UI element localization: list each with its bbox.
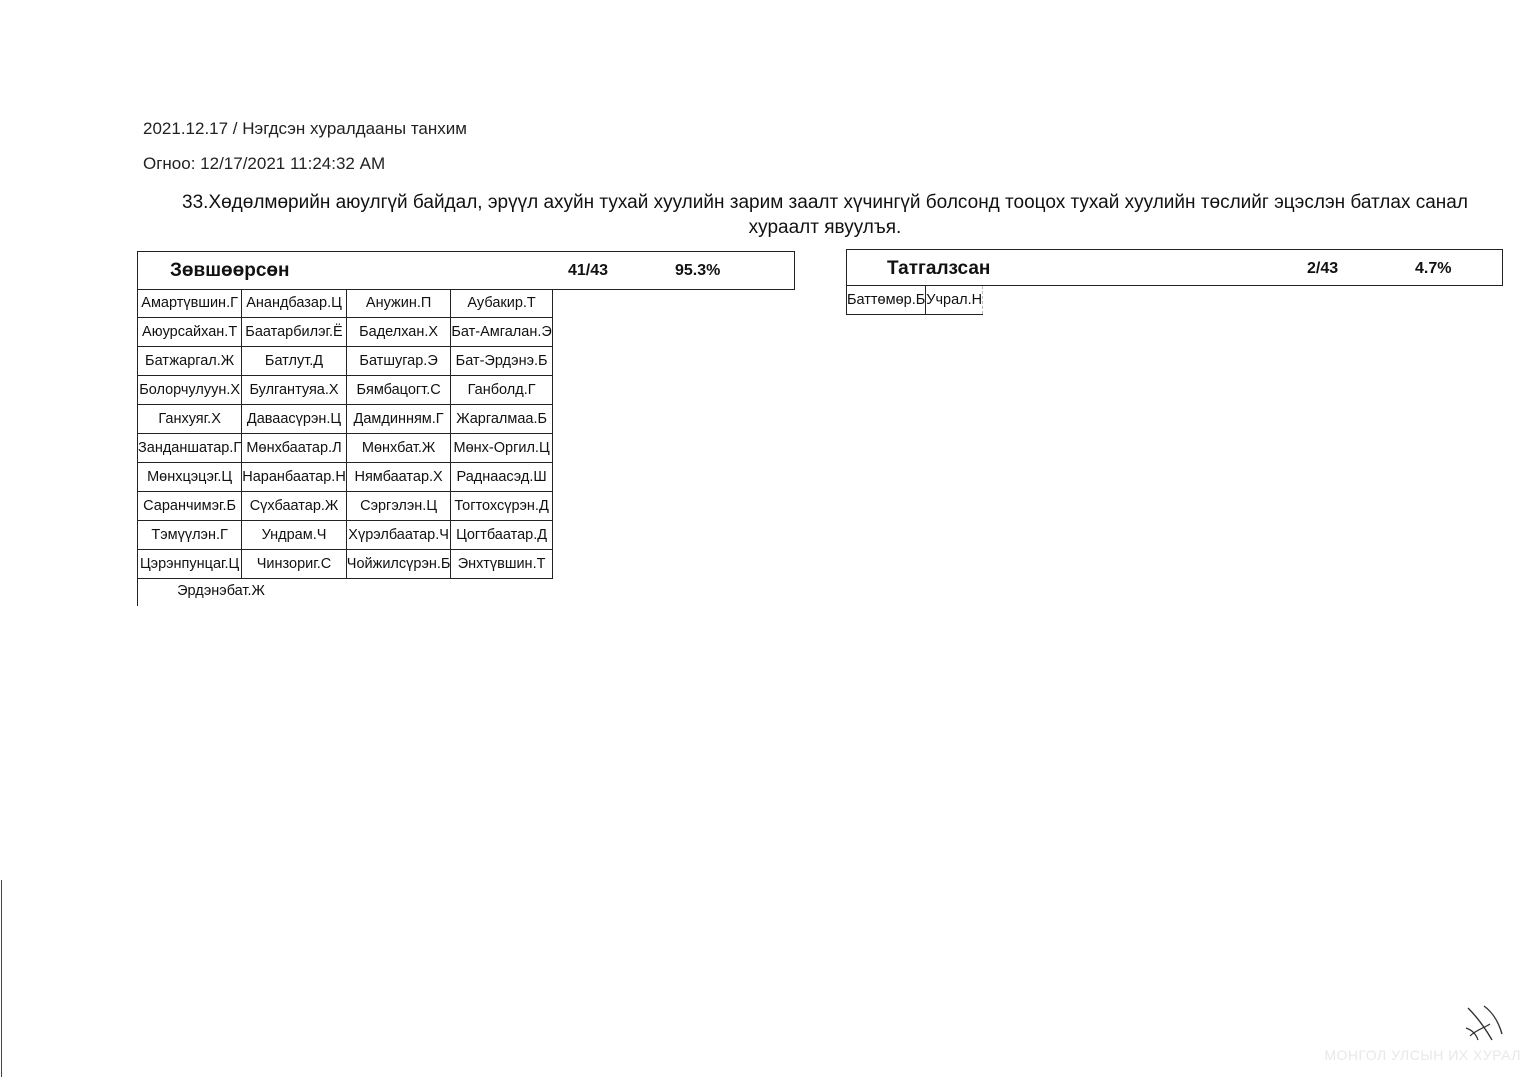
approved-name: Цогтбаатар.Д — [451, 521, 552, 550]
scan-edge-line — [1, 880, 2, 1077]
rejected-count: 2/43 — [1307, 260, 1339, 277]
approved-count: 41/43 — [568, 262, 609, 279]
approved-title: Зөвшөөрсөн — [170, 260, 290, 281]
approved-name: Анандбазар.Ц — [242, 289, 347, 318]
approved-name: Батжаргал.Ж — [138, 347, 242, 376]
approved-name: Наранбаатар.Н — [242, 463, 347, 492]
approved-name: Жаргалмаа.Б — [451, 405, 552, 434]
table-row — [138, 289, 553, 318]
approved-name: Мөнхцэцэг.Ц — [138, 463, 242, 492]
approved-name: Амартүвшин.Г — [138, 289, 242, 318]
approved-name: Ундрам.Ч — [242, 521, 347, 550]
approved-name: Баатарбилэг.Ё — [242, 318, 347, 347]
approved-name: Тогтохсүрэн.Д — [451, 492, 552, 521]
table-row — [138, 463, 553, 492]
approved-name: Мөнхбаатар.Л — [242, 434, 347, 463]
approved-name: Раднаасэд.Ш — [451, 463, 552, 492]
approved-name: Ганхуяг.Х — [138, 405, 242, 434]
table-row — [847, 286, 983, 315]
approved-name: Сүхбаатар.Ж — [242, 492, 347, 521]
handwritten-mark — [1462, 1000, 1506, 1046]
approved-name: Хүрэлбаатар.Ч — [346, 521, 451, 550]
approved-name: Бямбацогт.С — [346, 376, 451, 405]
approved-name: Аубакир.Т — [451, 289, 552, 318]
approved-name: Аюурсайхан.Т — [138, 318, 242, 347]
table-row — [138, 347, 553, 376]
rejected-title: Татгалзсан — [887, 258, 991, 279]
table-row — [138, 318, 553, 347]
approved-name: Даваасүрэн.Ц — [242, 405, 347, 434]
watermark-footer: МОНГОЛ УЛСЫН ИХ ХУРАЛ — [1324, 1047, 1521, 1063]
approved-names-table — [137, 289, 553, 579]
approved-name: Батшугар.Э — [346, 347, 451, 376]
rejected-name: Учрал.Н — [926, 286, 983, 315]
vote-datetime: Огноо: 12/17/2021 11:24:32 AM — [143, 154, 386, 173]
approved-name: Мөнх-Оргил.Ц — [451, 434, 552, 463]
approved-name: Болорчулуун.Х — [138, 376, 242, 405]
table-row — [138, 550, 553, 579]
rejected-name: Баттөмөр.Б — [847, 286, 926, 315]
approved-name: Бат-Амгалан.Э — [451, 318, 552, 347]
approved-name: Бат-Эрдэнэ.Б — [451, 347, 552, 376]
approved-name: Чинзориг.С — [242, 550, 347, 579]
approved-name: Тэмүүлэн.Г — [138, 521, 242, 550]
table-row — [138, 492, 553, 521]
approved-name: Мөнхбат.Ж — [346, 434, 451, 463]
approved-name: Саранчимэг.Б — [138, 492, 242, 521]
approved-name: Дамдинням.Г — [346, 405, 451, 434]
session-title: 2021.12.17 / Нэгдсэн хуралдааны танхим — [143, 119, 467, 138]
table-row — [138, 434, 553, 463]
rejected-percent: 4.7% — [1415, 260, 1452, 277]
approved-name: Энхтүвшин.Т — [451, 550, 552, 579]
rejected-header — [846, 249, 1503, 286]
approved-name: Баделхан.Х — [346, 318, 451, 347]
table-row — [138, 376, 553, 405]
approved-name: Анужин.П — [346, 289, 451, 318]
approved-name: Цэрэнпунцаг.Ц — [138, 550, 242, 579]
approved-name: Нямбаатар.Х — [346, 463, 451, 492]
approved-name: Булгантуяа.Х — [242, 376, 347, 405]
rejected-names-table — [846, 286, 983, 315]
approved-percent: 95.3% — [675, 262, 721, 279]
approved-name: Батлут.Д — [242, 347, 347, 376]
approved-last-name: Эрдэнэбат.Ж — [137, 576, 304, 606]
table-row — [138, 521, 553, 550]
approved-name: Ганболд.Г — [451, 376, 552, 405]
approved-name: Сэргэлэн.Ц — [346, 492, 451, 521]
motion-text: 33.Хөдөлмөрийн аюулгүй байдал, эрүүл ахуйн тухай хуулийн зарим заалт хүчингүй болсонд тооцох тухай хуулийн төслийг эцэслэн батлах санал хураалт явуулъя. — [182, 192, 1468, 238]
approved-name: Чойжилсүрэн.Б — [346, 550, 451, 579]
approved-header — [137, 251, 795, 290]
table-row — [138, 405, 553, 434]
approved-name: Занданшатар.Г — [138, 434, 242, 463]
